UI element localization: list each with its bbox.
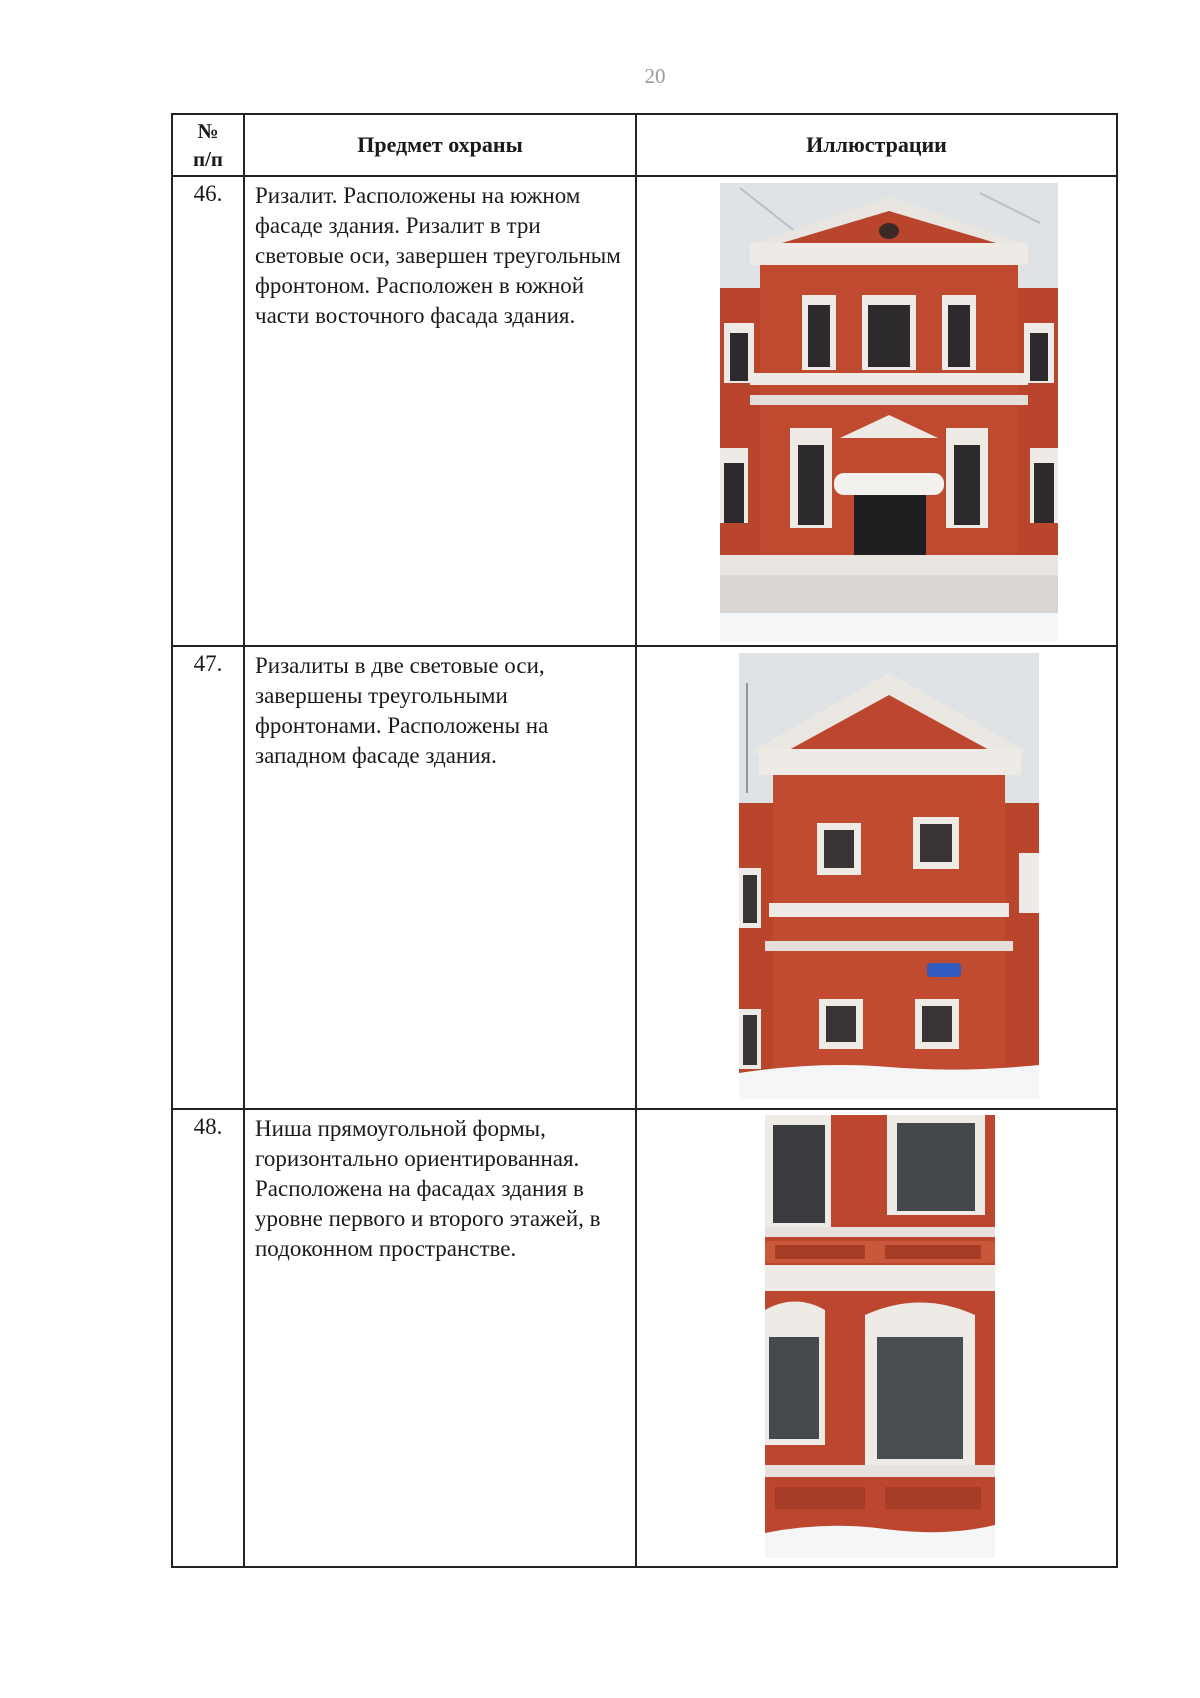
- facade-photo-risalit-east: [720, 183, 1058, 641]
- header-number: [172, 114, 244, 176]
- row-number: 46.: [172, 176, 244, 646]
- table-row: [172, 646, 1117, 1109]
- table-row: [172, 176, 1117, 646]
- header-number-abbr: п/п: [192, 147, 224, 171]
- header-subject: Предмет охраны: [244, 114, 636, 176]
- table-row: [172, 1109, 1117, 1567]
- row-number: 48.: [172, 1109, 244, 1567]
- facade-photo-niche: [765, 1115, 995, 1558]
- page-number: 20: [644, 64, 666, 88]
- row-number: 47.: [172, 646, 244, 1109]
- row-description: Ризалиты в две световые оси, завершены треугольными фронтонами. Расположены на западном фасаде здания.: [244, 646, 636, 1109]
- table-header-row: [172, 114, 1117, 176]
- header-illustrations: Иллюстрации: [636, 114, 1117, 176]
- illustration-cell: [636, 646, 1117, 1109]
- facade-photo-risalit-west: [739, 653, 1039, 1099]
- illustration-cell: [636, 1109, 1117, 1567]
- row-description: Ниша прямоугольной формы, горизонтально ориентированная. Расположена на фасадах здания в уровне первого и второго этажей, в подоконном пространстве.: [244, 1109, 636, 1567]
- row-description: Ризалит. Расположены на южном фасаде здания. Ризалит в три световые оси, завершен треугольным фронтоном. Расположен в южной части восточного фасада здания.: [244, 176, 636, 646]
- protected-items-table: [171, 113, 1118, 1568]
- header-number-symbol: №: [197, 119, 219, 143]
- illustration-cell: [636, 176, 1117, 646]
